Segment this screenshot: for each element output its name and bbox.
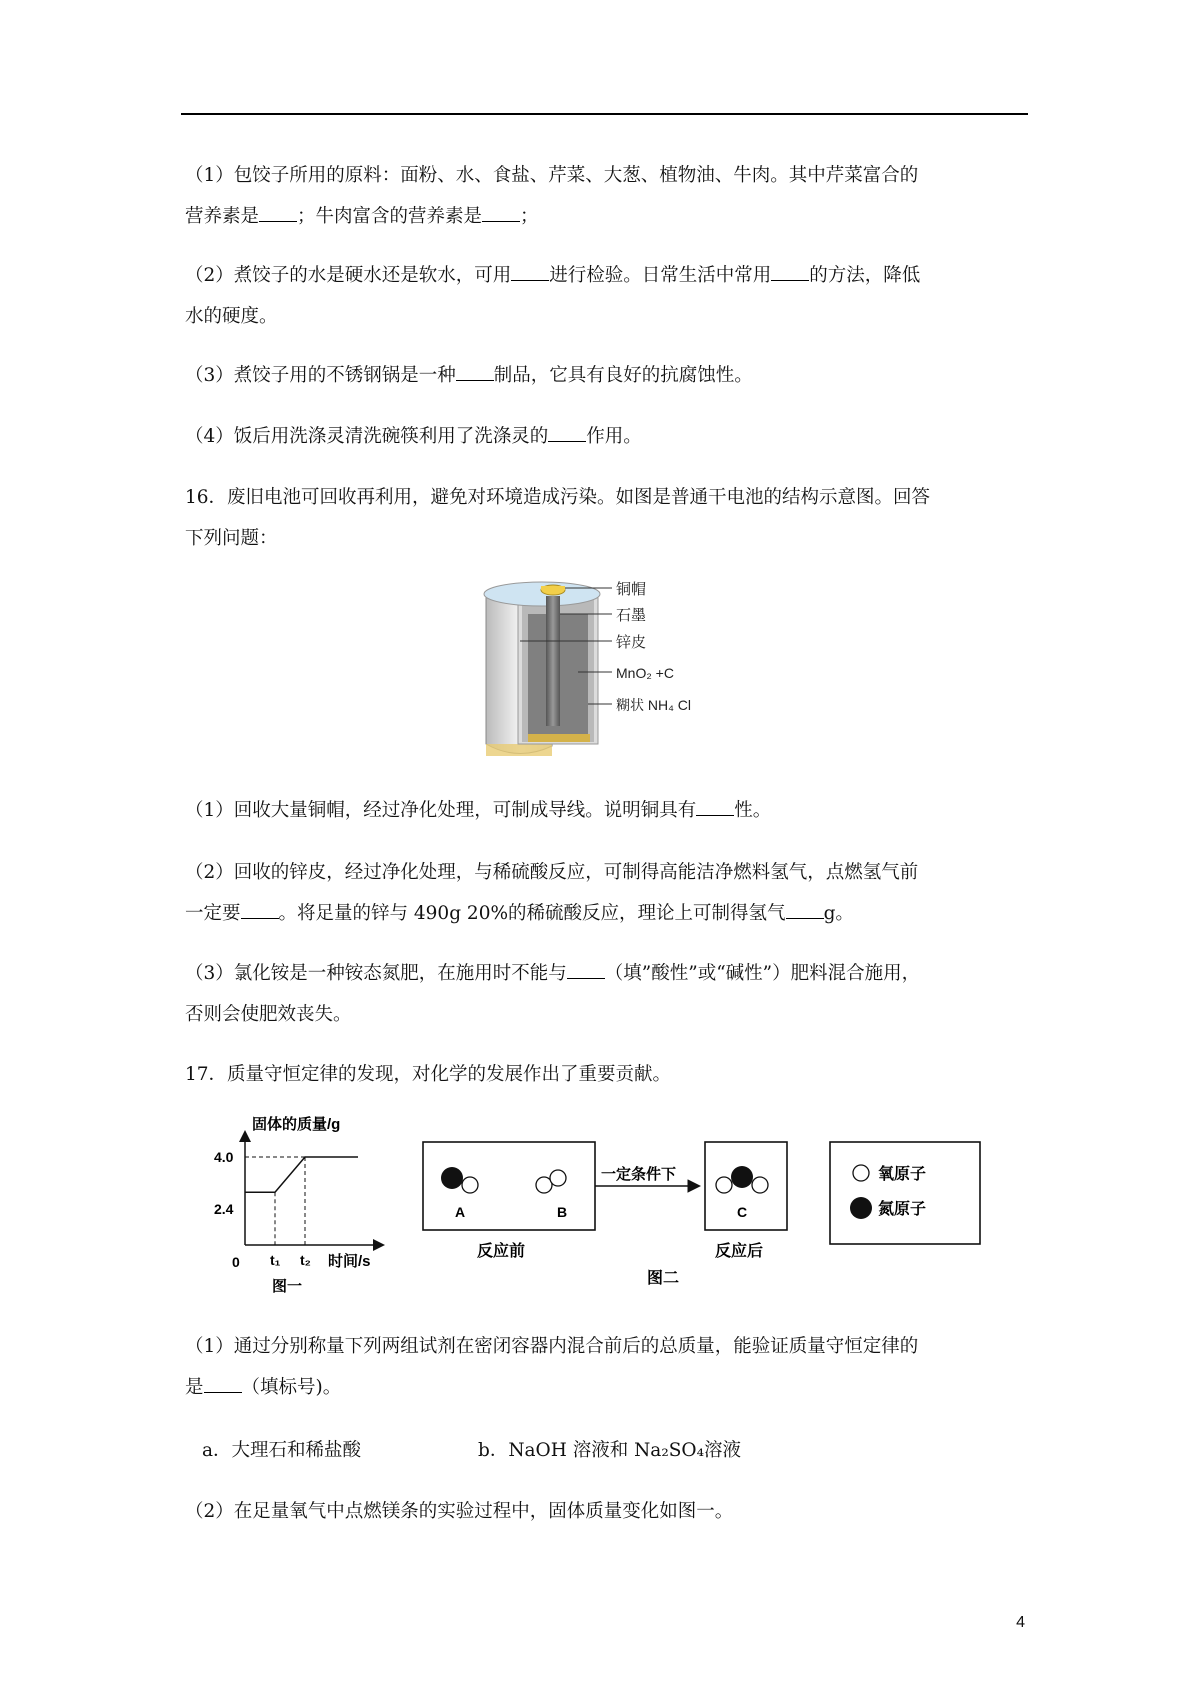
battery-figure bbox=[478, 576, 728, 762]
label-a: A bbox=[455, 1204, 466, 1220]
q16-stem-line1: 16．废旧电池可回收再利用，避免对环境造成污染。如图是普通干电池的结构示意图。回答 bbox=[185, 487, 931, 508]
xtick-t1: t₁ bbox=[270, 1252, 281, 1268]
label-graphite: 石墨 bbox=[616, 607, 647, 624]
q17-stem: 17．质量守恒定律的发现，对化学的发展作出了重要贡献。 bbox=[185, 1064, 672, 1085]
q17-part2: （2）在足量氧气中点燃镁条的实验过程中，固体质量变化如图一。 bbox=[185, 1501, 734, 1522]
molecule-c bbox=[716, 1166, 768, 1193]
chart-xlabel: 时间/s bbox=[328, 1253, 371, 1270]
oxygen-atom-icon bbox=[853, 1165, 869, 1181]
label-nh4cl: 糊状 NH₄ Cl bbox=[616, 697, 691, 713]
fig2-caption: 图二 bbox=[647, 1270, 680, 1287]
q15-part2-line1: （2）煮饺子的水是硬水还是软水，可用 进行检验。日常生活中常用 的方法，降低 bbox=[185, 255, 1030, 296]
label-c: C bbox=[737, 1204, 748, 1220]
page-number: 4 bbox=[1016, 1614, 1025, 1631]
mass-series-line bbox=[245, 1157, 358, 1192]
ytick-4-0: 4.0 bbox=[214, 1149, 234, 1165]
chart-origin: 0 bbox=[232, 1254, 240, 1270]
after-label: 反应后 bbox=[715, 1243, 764, 1260]
ytick-2-4: 2.4 bbox=[214, 1201, 234, 1217]
q15-part4: （4）饭后用洗涤灵清洗碗筷利用了洗涤灵的 作用。 bbox=[185, 416, 1030, 457]
q16-part3-line2: 否则会使肥效丧失。 bbox=[185, 1004, 352, 1025]
q16-part2-line1: （2）回收的锌皮，经过净化处理，与稀硫酸反应，可制得高能洁净燃料氢气，点燃氢气前 bbox=[185, 862, 919, 883]
label-mno2: MnO₂ +C bbox=[616, 665, 674, 681]
legend-nitrogen: 氮原子 bbox=[878, 1201, 927, 1218]
option-b: b．NaOH 溶液和 Na₂SO₄溶液 bbox=[478, 1440, 742, 1461]
q16-stem-line2: 下列问题： bbox=[185, 528, 278, 549]
molecule-b bbox=[536, 1170, 566, 1193]
legend-oxygen: 氧原子 bbox=[878, 1166, 927, 1183]
q17-part1-line1: （1）通过分别称量下列两组试剂在密闭容器内混合前后的总质量，能验证质量守恒定律的 bbox=[185, 1336, 919, 1357]
q16-part3-line1: （3）氯化铵是一种铵态氮肥，在施用时不能与 （填”酸性”或“碱性”）肥料混合施用， bbox=[185, 953, 1030, 994]
label-copper-cap: 铜帽 bbox=[616, 581, 647, 598]
q15-part1-line1: （1）包饺子所用的原料：面粉、水、食盐、芹菜、大葱、植物油、牛肉。其中芹菜富合的 bbox=[185, 165, 919, 186]
header-rule bbox=[181, 113, 1028, 115]
chart-ylabel: 固体的质量/g bbox=[252, 1116, 341, 1133]
option-a: a．大理石和稀盐酸 bbox=[202, 1440, 362, 1461]
arrow-condition: 一定条件下 bbox=[601, 1166, 677, 1183]
q15-part3: （3）煮饺子用的不锈钢锅是一种 制品，它具有良好的抗腐蚀性。 bbox=[185, 355, 1030, 396]
before-label: 反应前 bbox=[477, 1243, 526, 1260]
nitrogen-atom-icon bbox=[850, 1197, 872, 1219]
battery-body bbox=[484, 582, 600, 756]
mass-time-chart bbox=[200, 1115, 400, 1295]
q17-part1-line2: 是 （填标号)。 bbox=[185, 1367, 1030, 1408]
q15-part1-line2: 营养素是 ；牛肉富含的营养素是 ； bbox=[185, 196, 1030, 237]
q15-part2-line2: 水的硬度。 bbox=[185, 306, 278, 327]
label-zinc: 锌皮 bbox=[616, 634, 647, 651]
legend-box bbox=[830, 1142, 980, 1244]
q16-part2-line2: 一定要 。将足量的锌与 490g 20%的稀硫酸反应，理论上可制得氢气 g。 bbox=[185, 893, 1030, 934]
fig1-caption: 图一 bbox=[272, 1278, 303, 1295]
xtick-t2: t₂ bbox=[300, 1252, 311, 1268]
reaction-diagram bbox=[415, 1140, 1015, 1300]
molecule-a bbox=[441, 1167, 478, 1193]
q16-part1: （1）回收大量铜帽，经过净化处理，可制成导线。说明铜具有 性。 bbox=[185, 790, 1030, 831]
label-b: B bbox=[557, 1204, 568, 1220]
